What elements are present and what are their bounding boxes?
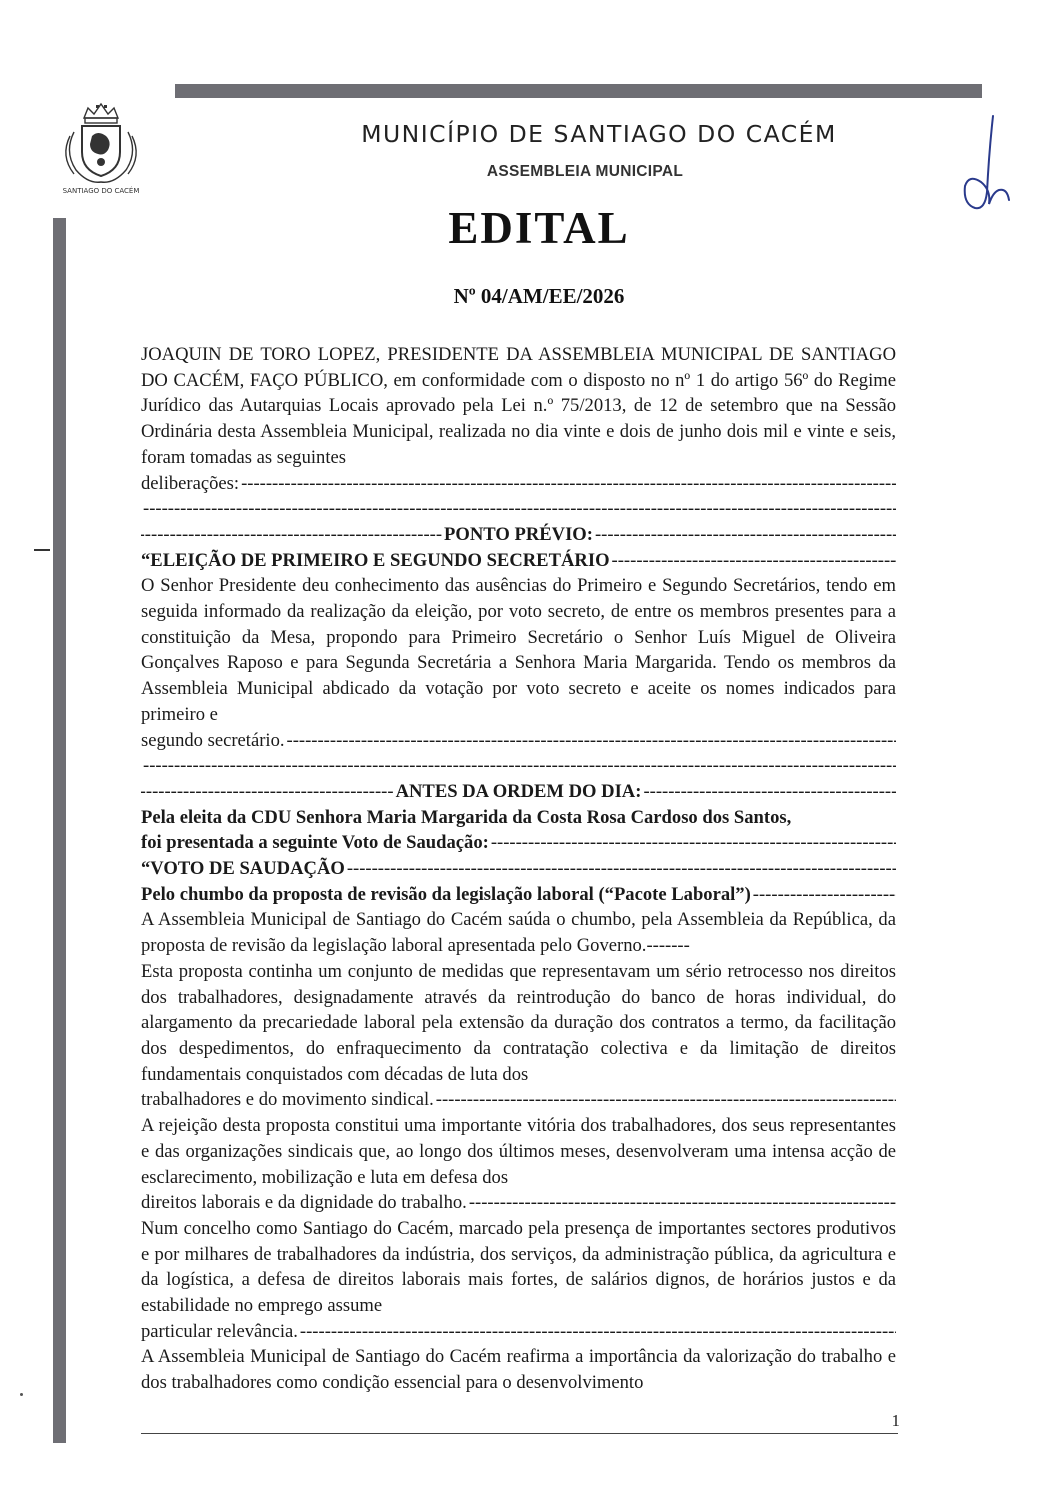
dash-fill bbox=[491, 830, 896, 856]
margin-mark bbox=[34, 549, 50, 551]
cdu-line-2-text: foi presentada a seguinte Voto de Saudação: bbox=[141, 832, 489, 854]
dash-fill bbox=[469, 1190, 896, 1216]
eleicao-heading bbox=[141, 548, 896, 574]
eleicao-end-text: segundo secretário. bbox=[141, 729, 285, 751]
voto-heading bbox=[141, 856, 896, 882]
voto-subheading-text: Pelo chumbo da proposta de revisão da legislação laboral (“Pacote Laboral”) bbox=[141, 883, 751, 905]
paragraph-4-end-text: particular relevância. bbox=[141, 1320, 298, 1342]
voto-heading-text: “VOTO DE SAUDAÇÃO bbox=[141, 858, 345, 880]
document-number: Nº 04/AM/EE/2026 bbox=[453, 284, 625, 308]
cdu-line: Pela eleita da CDU Senhora Maria Margarida da Costa Rosa Cardoso dos Santos, bbox=[141, 806, 792, 828]
antes-ordem-text: ANTES DA ORDEM DO DIA: bbox=[395, 780, 642, 802]
dash-fill bbox=[141, 522, 442, 548]
margin-dot bbox=[20, 1393, 23, 1396]
paragraph-4: Num concelho como Santiago do Cacém, marcado pela presença de importantes sectores produtivos e por milhares de trabalhadores da indústria, dos serviços, da administração pública, da agricultura e da logística, a defesa de direitos laborais mais fortes, de salários dignos, de horários justos e da estabilidade no emprego assume bbox=[141, 1217, 896, 1317]
margin-bar bbox=[53, 218, 66, 1443]
paragraph-5: A Assembleia Municipal de Santiago do Cacém reafirma a importância da valorização do trabalho e dos trabalhadores como condição essencial para o desenvolvimento bbox=[141, 1346, 896, 1394]
separator-line bbox=[141, 753, 896, 779]
eleicao-heading-text: “ELEIÇÃO DE PRIMEIRO E SEGUNDO SECRETÁRIO bbox=[141, 549, 610, 571]
paragraph-4-end bbox=[141, 1319, 896, 1345]
intro-paragraph: JOAQUIN DE TORO LOPEZ, PRESIDENTE DA ASSEMBLEIA MUNICIPAL DE SANTIAGO DO CACÉM, FAÇO PÚBLICO, em conformidade com o disposto no nº 1 do artigo 56º do Regime Jurídico das Autarquias Locais aprovado pela Lei n.º 75/2013, de 12 de setembro que na Sessão Ordinária desta Assembleia Municipal, realizada no dia vinte e dois de junho dois mil e vinte e seis, foram tomadas as seguintes bbox=[141, 344, 896, 468]
paragraph-3-end bbox=[141, 1190, 896, 1216]
dash-fill bbox=[143, 496, 896, 522]
dash-fill bbox=[287, 728, 896, 754]
cdu-line-2 bbox=[141, 830, 896, 856]
dash-fill bbox=[300, 1319, 896, 1345]
paragraph-2-end-text: trabalhadores e do movimento sindical. bbox=[141, 1089, 434, 1111]
intro-end-text: deliberações: bbox=[141, 472, 240, 494]
paragraph-1-text: A Assembleia Municipal de Santiago do Cacém saúda o chumbo, pela Assembleia da República, da proposta de revisão da legislação laboral apresentada pelo Governo. bbox=[141, 909, 896, 957]
intro-end-line bbox=[141, 471, 896, 497]
dash-fill bbox=[643, 779, 896, 805]
paragraph-2-end bbox=[141, 1087, 896, 1113]
dash-fill bbox=[595, 522, 896, 548]
dash-fill bbox=[612, 548, 896, 574]
page-number: 1 bbox=[891, 1411, 900, 1430]
paragraph-3: A rejeição desta proposta constitui uma importante vitória dos trabalhadores, dos seus representantes e das organizações sindicais que, ao longo dos últimos meses, desenvolveram uma intensa acção de esclarecimento, mobilização e luta em defesa dos bbox=[141, 1115, 896, 1188]
eleicao-end-line bbox=[141, 728, 896, 754]
ponto-previo-heading bbox=[141, 522, 896, 548]
document-body bbox=[141, 342, 896, 1396]
dash-fill bbox=[241, 471, 896, 497]
document-title: EDITAL bbox=[448, 203, 630, 253]
dash-fill bbox=[436, 1087, 896, 1113]
antes-ordem-heading bbox=[141, 779, 896, 805]
dash-fill bbox=[347, 856, 896, 882]
assembly-subtitle: ASSEMBLEIA MUNICIPAL bbox=[486, 163, 684, 180]
paragraph-1: A Assembleia Municipal de Santiago do Cacém saúda o chumbo, pela Assembleia da República, da proposta de revisão da legislação laboral apresentada pelo Governo.------- bbox=[141, 909, 896, 957]
paragraph-2: Esta proposta continha um conjunto de medidas que representavam um sério retrocesso nos direitos dos trabalhadores, designadamente através da reintrodução do banco de horas individual, do alargamento da precariedade laboral pela extensão da duração dos contratos a termo, da facilitação dos despedimentos, do enfraquecimento da contratação colectiva e da limitação de direitos fundamentais conquistados com décadas de luta dos bbox=[141, 960, 896, 1085]
crest-caption: SANTIAGO DO CACÉM bbox=[62, 187, 140, 195]
paragraph-3-end-text: direitos laborais e da dignidade do trabalho. bbox=[141, 1192, 467, 1214]
voto-subheading bbox=[141, 882, 896, 908]
dash-fill bbox=[143, 753, 896, 779]
separator-line bbox=[141, 496, 896, 522]
eleicao-paragraph: O Senhor Presidente deu conhecimento das ausências do Primeiro e Segundo Secretários, tendo em seguida informado da realização da eleição, por voto secreto, de entre os membros presentes para a constituição da Mesa, propondo para Primeiro Secretário o Senhor Luís Miguel de Oliveira Gonçalves Raposo e para Segunda Secretária a Senhora Maria Margarida. Tendo os membros da Assembleia Municipal abdicado da votação por voto secreto e aceite os nomes indicados para primeiro e bbox=[141, 575, 896, 725]
dash-fill bbox=[753, 882, 896, 908]
municipality-title: MUNICÍPIO DE SANTIAGO DO CACÉM bbox=[361, 120, 837, 148]
footer-rule bbox=[141, 1433, 898, 1434]
dash-fill bbox=[141, 779, 394, 805]
ponto-previo-text: PONTO PRÉVIO: bbox=[444, 523, 593, 545]
header-bar bbox=[175, 84, 982, 98]
